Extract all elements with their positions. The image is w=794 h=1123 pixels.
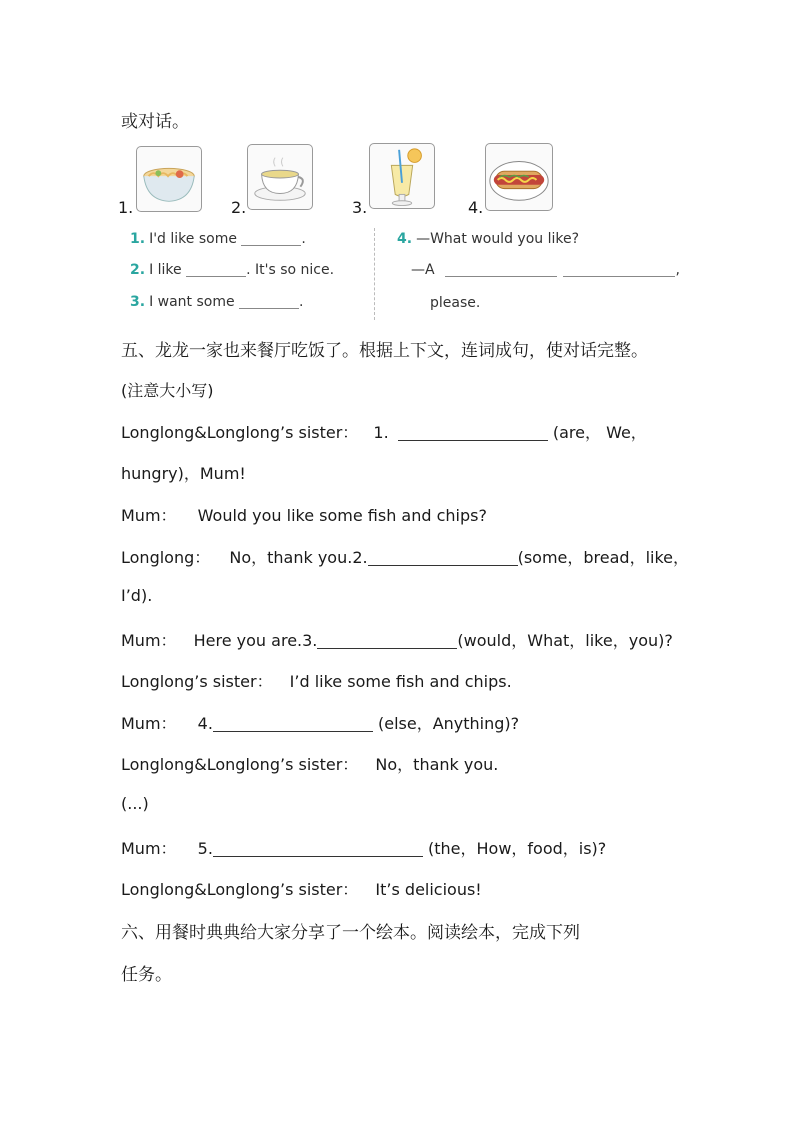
exercise-number: 2. — [130, 262, 146, 278]
answer-blank[interactable] — [239, 307, 299, 309]
exercise-text: I want some — [149, 294, 235, 310]
exercise-text: —A — [411, 262, 435, 278]
dialogue-line-5 — [121, 669, 512, 692]
exercise-4-question — [397, 231, 579, 247]
exercise-3 — [130, 294, 304, 310]
speaker: Mum： — [121, 631, 177, 650]
exercise-1 — [130, 231, 306, 247]
exercise-text-end: . It's so nice. — [246, 262, 335, 278]
answer-blank[interactable] — [398, 439, 548, 441]
exercise-4-answer — [411, 262, 680, 278]
dialogue-line-9 — [121, 836, 606, 859]
item-number: 1. — [373, 423, 389, 442]
word-hint: (the，How，food，is)? — [428, 839, 607, 858]
dialogue-text: No，thank you.2. — [229, 548, 368, 567]
exercise-text: I like — [149, 262, 182, 278]
answer-blank[interactable] — [368, 564, 518, 566]
dialogue-line-1-cont: hungry)，Mum! — [121, 464, 246, 483]
dialogue-line-10 — [121, 877, 482, 900]
dialogue-text: Here you are.3. — [193, 631, 318, 650]
section-6-title-cont: 任务。 — [121, 965, 172, 985]
dialogue-line-6 — [121, 711, 519, 734]
noodle-bowl-icon — [136, 146, 202, 212]
picture-number-2: 2. — [231, 198, 247, 217]
dialogue-text: Would you like some fish and chips? — [197, 506, 487, 525]
dialogue-text: It’s delicious! — [375, 880, 482, 899]
speaker: Longlong&Longlong’s sister： — [121, 755, 359, 774]
answer-blank[interactable] — [213, 730, 373, 732]
word-hint: (are， We， — [552, 423, 647, 442]
dialogue-line-3 — [121, 545, 689, 568]
dialogue-text: 5. — [197, 839, 213, 858]
juice-glass-icon — [369, 143, 435, 209]
picture-number-4: 4. — [468, 198, 484, 217]
exercise-text-end: , — [675, 262, 680, 278]
answer-blank-2[interactable] — [563, 275, 675, 277]
intro-text: 或对话。 — [121, 112, 189, 132]
column-divider — [374, 228, 375, 320]
exercise-number: 3. — [130, 294, 146, 310]
speaker: Mum： — [121, 506, 177, 525]
dialogue-ellipsis: (...) — [121, 794, 149, 813]
exercise-text: I'd like some — [149, 231, 237, 247]
exercise-text-end: . — [299, 294, 304, 310]
dialogue-text: 4. — [197, 714, 213, 733]
answer-blank[interactable] — [241, 244, 301, 246]
dialogue-text: No，thank you. — [375, 755, 499, 774]
answer-blank[interactable] — [186, 275, 246, 277]
answer-blank[interactable] — [317, 647, 457, 649]
speaker: Mum： — [121, 839, 177, 858]
word-hint: (would，What，like，you)? — [457, 631, 673, 650]
speaker: Longlong： — [121, 548, 211, 567]
section-5-title: 五、龙龙一家也来餐厅吃饭了。根据上下文，连词成句，使对话完整。 — [121, 341, 648, 361]
section-6-title: 六、用餐时典典给大家分享了一个绘本。阅读绘本，完成下列 — [121, 923, 580, 943]
picture-number-3: 3. — [352, 198, 368, 217]
hot-dog-icon — [485, 143, 553, 211]
answer-blank[interactable] — [213, 855, 423, 857]
picture-number-1: 1. — [118, 198, 134, 217]
exercise-2 — [130, 262, 334, 278]
speaker: Longlong’s sister： — [121, 672, 273, 691]
exercise-text-end: . — [301, 231, 306, 247]
speaker: Longlong&Longlong’s sister： — [121, 880, 359, 899]
answer-blank-1[interactable] — [445, 275, 557, 277]
dialogue-line-7 — [121, 752, 498, 775]
speaker: Mum： — [121, 714, 177, 733]
exercise-4-ending: please. — [430, 295, 481, 311]
dialogue-line-2 — [121, 503, 487, 526]
dialogue-line-3-cont: I’d). — [121, 586, 153, 605]
exercise-number: 1. — [130, 231, 146, 247]
tea-cup-icon — [247, 144, 313, 210]
dialogue-text: I’d like some fish and chips. — [289, 672, 512, 691]
word-hint: (else，Anything)? — [378, 714, 520, 733]
exercise-number: 4. — [397, 231, 413, 247]
word-hint: (some，bread，like， — [517, 548, 690, 567]
dialogue-line-1 — [121, 420, 647, 443]
speaker: Longlong&Longlong’s sister： — [121, 423, 359, 442]
section-5-note: (注意大小写) — [121, 381, 214, 400]
exercise-text: —What would you like? — [416, 231, 580, 247]
dialogue-line-4 — [121, 628, 673, 651]
